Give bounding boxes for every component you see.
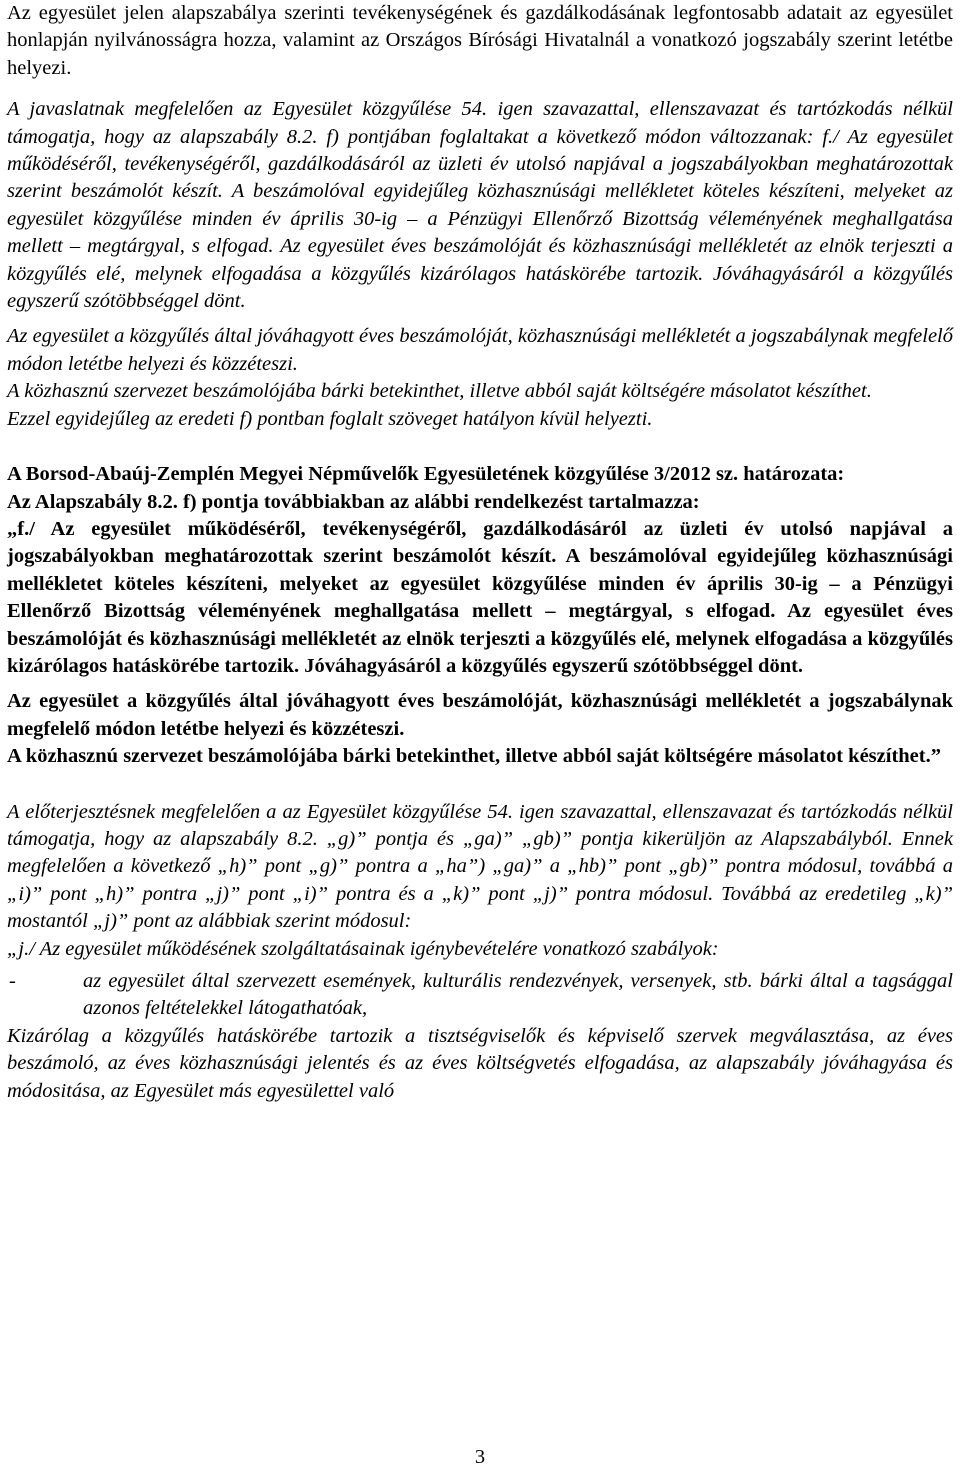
- resolution-access-paragraph: A közhasznú szervezet beszámolójába bárki betekinthet, illetve abból saját költségére másolatot készíthet.”: [7, 745, 941, 768]
- exclusive-powers-paragraph: Kizárólag a közgyűlés hatáskörébe tartozik a tisztségviselők és képviselő szervek megválasztása, az éves beszámoló, az éves közhasznúsági jelentés és az éves költségvetés elfogadása, az alapszabály jóváhagyása és módositása, az Egyesület más egyesülettel való: [7, 1024, 953, 1102]
- resolution-heading: A Borsod-Abaúj-Zemplén Megyei Népművelők Egyesületének közgyűlése 3/2012 sz. határozata:: [7, 463, 845, 486]
- list-item: [7, 968, 953, 1023]
- rule-intro-paragraph: „j./ Az egyesület működésének szolgáltatásainak igénybevételére vonatkozó szabályok:: [7, 937, 719, 960]
- resolution-subheading: Az Alapszabály 8.2. f) pontja továbbiakban az alábbi rendelkezést tartalmazza:: [7, 490, 700, 513]
- intro-paragraph: Az egyesület jelen alapszabálya szerinti tevékenységének és gazdálkodásának legfontosabb adatait az egyesület honlapján nyilvánosságra hozza, valamint az Országos Bírósági Hivatalnál a vonatkozó jogszabály szerint letétbe helyezi.: [7, 2, 953, 79]
- list-item-text: az egyesület által szervezett események, kulturális rendezvények, versenyek, stb. bárki által a tagsággal azonos feltételekkel látogathatóak,: [83, 970, 953, 1020]
- public-access-paragraph: A közhasznú szervezet beszámolójába bárki betekinthet, illetve abból saját költségére másolatot készíthet.: [7, 380, 872, 403]
- proposal-paragraph: A javaslatnak megfelelően az Egyesület közgyűlése 54. igen szavazattal, ellenszavazat és tartózkodás nélkül támogatja, hogy az alapszabály 8.2. f) pontjában foglaltakat a következő módon változzanak: f./ Az egyesület működéséről, tevékenységéről, gazdálkodásáról az üzleti év utolsó napjával a jogszabályokban meghatározottak szerint beszámolót készít. A beszámolóval egyidejűleg közhasznúsági mellékletet köteles készíteni, melyeket az egyesület közgyűlése minden év április 30-ig – a Pénzügyi Ellenőrző Bizottság véleményének meghallgatása mellett – megtárgyal, s elfogad. Az egyesület éves beszámolóját és közhasznúsági mellékletét az elnök terjeszti a közgyűlés elé, melynek elfogadása a közgyűlés kizárólagos hatáskörébe tartozik. Jóváhagyásáról a közgyűlés egyszerű szótöbbséggel dönt.: [7, 98, 953, 313]
- page-number: 3: [474, 1446, 486, 1468]
- resolution-deposit-paragraph: Az egyesület a közgyűlés által jóváhagyott éves beszámolóját, közhasznúsági mellékletét a jogszabálynak megfelelő módon letétbe helyezi és közzéteszi.: [7, 690, 953, 740]
- deposit-paragraph: Az egyesület a közgyűlés által jóváhagyott éves beszámolóját, közhasznúsági mellékletét a jogszabálynak megfelelő módon letétbe helyezi és közzéteszi.: [7, 325, 953, 375]
- second-proposal-paragraph: A előterjesztésnek megfelelően a az Egyesület közgyűlése 54. igen szavazattal, ellenszavazat és tartózkodás nélkül támogatja, hogy az alapszabály 8.2. „g)” pontja és „ga)” „gb)” pontja kikerüljön az Alapszabályból. Ennek megfelelően a következő „h)” pont „g)” pontra a „ha”) „ga)” a „hb)” pont „gb)” pontra módosul, továbbá a „i)” pont „h)” pontra „j)” pont „i)” pontra és a „k)” pont „j)” pontra módosul. Továbbá az eredetileg „k)” mostantól „j)” pont az alábbiak szerint módosul:: [7, 800, 953, 933]
- repeal-paragraph: Ezzel egyidejűleg az eredeti f) pontban foglalt szöveget hatályon kívül helyezti.: [7, 407, 653, 430]
- list-dash: -: [9, 970, 16, 992]
- resolution-text-paragraph: „f./ Az egyesület működéséről, tevékenységéről, gazdálkodásáról az üzleti év utolsó napjával a jogszabályokban meghatározottak szerint beszámolót készít. A beszámolóval egyidejűleg közhasznúsági mellékletet köteles készíteni, melyeket az egyesület közgyűlése minden év április 30-ig – a Pénzügyi Ellenőrző Bizottság véleményének meghallgatása mellett – megtárgyal, s elfogad. Az egyesület éves beszámolóját és közhasznúsági mellékletét az elnök terjeszti a közgyűlés elé, melynek elfogadása a közgyűlés kizárólagos hatáskörébe tartozik. Jóváhagyásáról a közgyűlés egyszerű szótöbbséggel dönt.: [7, 517, 953, 677]
